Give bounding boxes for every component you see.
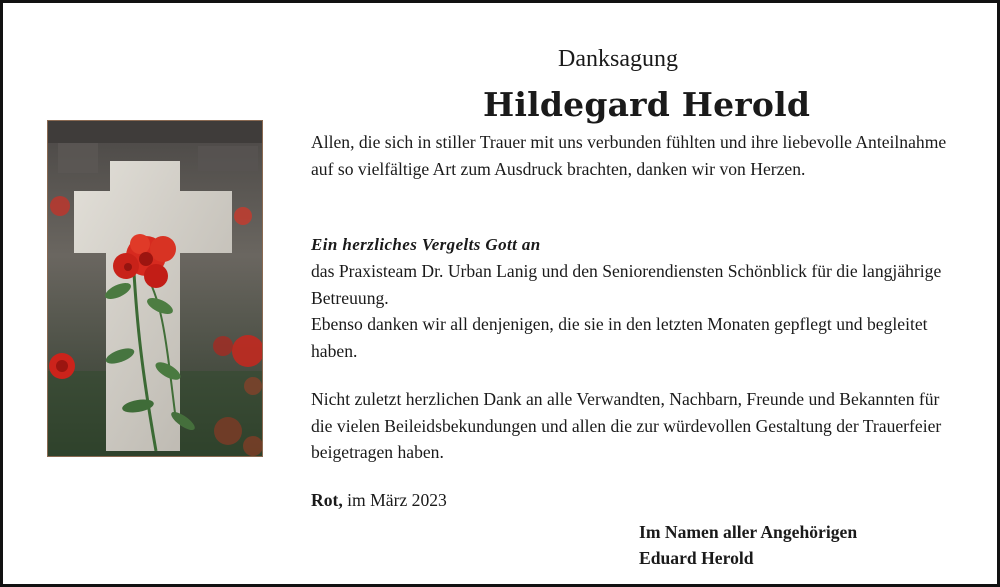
heading-block	[3, 43, 1000, 75]
notice-type-title: Danksagung	[558, 46, 678, 72]
thanks-paragraph: Allen, die sich in stiller Trauer mit uns verbunden fühlten und ihre liebevolle Anteilnahme auf so vielfältige Art zum Ausdruck brachten, danken wir von Herzen.	[311, 132, 947, 179]
closing-paragraph: Nicht zuletzt herzlichen Dank an alle Verwandten, Nachbarn, Freunde und Bekannten für die vielen Beileidsbekundungen und allen die zur würdevollen Gestaltung der Trauerfeier beigetragen haben.	[311, 389, 942, 463]
vergelts-heading: Ein herzliches Vergelts Gott an	[311, 235, 541, 254]
deceased-name: Hildegard Herold	[483, 85, 811, 124]
acknowledgement-carers: Ebenso danken wir all denjenigen, die sie in den letzten Monaten gepflegt und begleitet haben.	[311, 314, 928, 362]
cross-roses-image	[48, 121, 263, 457]
date-text: im März 2023	[347, 490, 447, 510]
signature-name: Eduard Herold	[639, 548, 754, 568]
place-date	[311, 490, 447, 511]
place-name: Rot,	[311, 490, 343, 510]
signature-line-1: Im Namen aller Angehörigen	[639, 522, 858, 542]
signature-block	[639, 519, 857, 571]
acknowledgement-paragraph	[311, 258, 961, 365]
acknowledgement-caregivers: das Praxisteam Dr. Urban Lanig und den Seniorendiensten Schönblick für die langjährige Betreuung.	[311, 261, 942, 308]
memorial-photo	[47, 120, 263, 457]
